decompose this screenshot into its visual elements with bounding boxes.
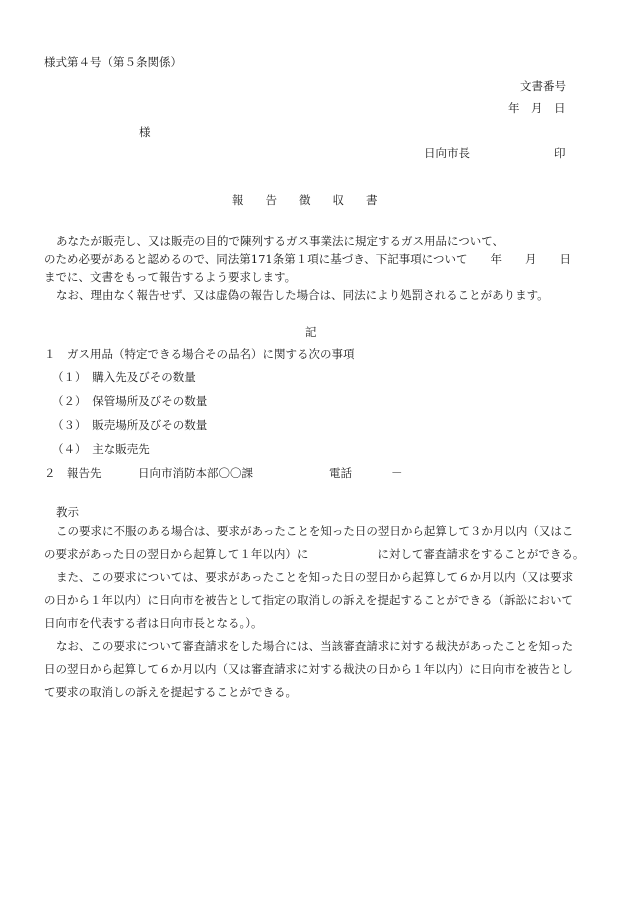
seal-mark: 印	[554, 146, 566, 160]
title-char: 書	[366, 193, 378, 207]
body-text	[44, 232, 592, 304]
notice-line: の要求があった日の翌日から起算して１年以内）に に対して審査請求をすることができる。	[44, 547, 585, 561]
item-1: １ ガス用品（特定できる場合その品名）に関する次の事項	[44, 347, 355, 361]
body-line: までに、文書をもって報告するよう要求します。	[44, 270, 297, 284]
title-char: 収	[332, 193, 344, 207]
form-label: 様式第４号（第５条関係）	[44, 55, 182, 69]
notice-line: の日から１年以内）に日向市を被告として指定の取消しの訴えを提起することができる（訴訟において	[44, 593, 573, 607]
notice-text	[44, 520, 592, 704]
notice-line: 日向市を代表する者は日向市長となる。）。	[44, 616, 263, 630]
sub-item: （２） 保管場所及びその数量	[52, 394, 208, 408]
phone-label: 電話	[329, 466, 352, 480]
addressee-suffix: 様	[139, 125, 151, 139]
issuer-name: 日向市長	[424, 146, 470, 160]
body-line: あなたが販売し、又は販売の目的で陳列するガス事業法に規定するガス用品について、	[56, 234, 505, 248]
sub-item: （３） 販売場所及びその数量	[52, 418, 208, 432]
item-2-label: ２ 報告先	[44, 466, 102, 480]
phone-dash: －	[391, 466, 403, 480]
notice-line: この要求に不服のある場合は、要求があったことを知った日の翌日から起算して３か月以内（又はこ	[56, 524, 574, 538]
sub-item: （１） 購入先及びその数量	[52, 370, 196, 384]
doc-number-label: 文書番号	[520, 79, 566, 93]
ki-heading: 記	[305, 325, 317, 339]
sub-item: （４） 主な販売先	[52, 442, 150, 456]
title-char: 告	[265, 193, 277, 207]
document-title	[232, 193, 378, 207]
body-line: のため必要があると認めるので、同法第171条第１項に基づき、下記事項について 年 月 日	[44, 252, 572, 266]
title-char: 報	[232, 193, 244, 207]
notice-heading: 教示	[56, 505, 79, 519]
date-line: 年 月 日	[508, 101, 566, 115]
notice-line: なお、この要求について審査請求をした場合には、当該審査請求に対する裁決があったことを知った	[56, 639, 574, 653]
title-char: 徴	[299, 193, 311, 207]
notice-line: また、この要求については、要求があったことを知った日の翌日から起算して６か月以内（又は要求	[56, 570, 574, 584]
notice-line: 日の翌日から起算して６か月以内（又は審査請求に対する裁決の日から１年以内）に日向市を被告とし	[44, 662, 573, 676]
body-line: なお、理由なく報告せず、又は虚偽の報告した場合は、同法により処罰されることがあります。	[56, 288, 549, 302]
report-dept: 日向市消防本部〇〇課	[138, 466, 253, 480]
notice-line: て要求の取消しの訴えを提起することができる。	[44, 685, 297, 699]
